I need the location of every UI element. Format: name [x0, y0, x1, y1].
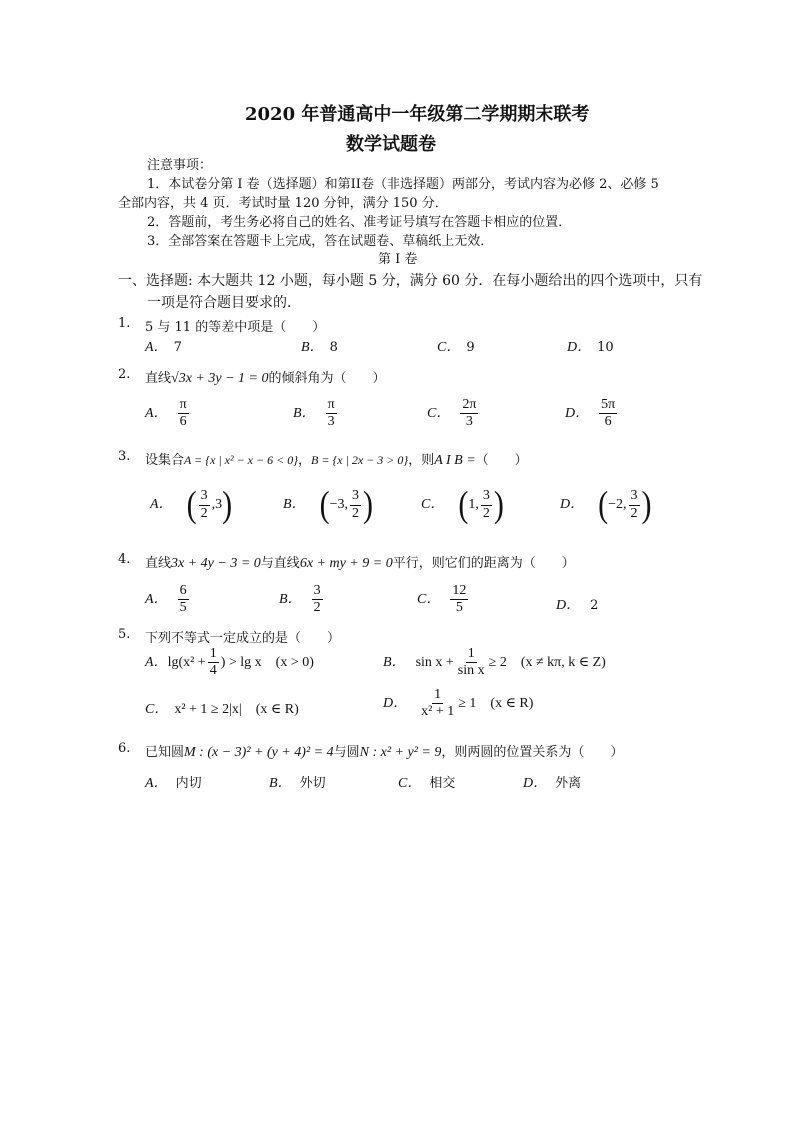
option-label: D． — [556, 598, 581, 613]
line-equation-1: 3x + 4y − 3 = 0 — [171, 556, 261, 571]
circle-m-equation: M : (x − 3)² + (y + 4)² = 4 — [184, 745, 334, 760]
circle-n-equation: N : x² + y² = 9 — [359, 745, 442, 760]
denominator: 2 — [200, 505, 208, 521]
option-d — [567, 336, 614, 356]
option-d — [383, 687, 533, 720]
question-stem: 下列不等式一定成立的是（ ） — [145, 631, 341, 646]
question-stem — [145, 741, 623, 761]
fraction — [419, 687, 456, 720]
fraction — [481, 488, 492, 521]
option-a — [145, 583, 191, 616]
option-b — [293, 397, 339, 430]
set-b: B = {x | 2x − 3 > 0} — [311, 453, 409, 467]
option-label: D． — [383, 695, 408, 711]
option-b — [269, 772, 326, 792]
fraction — [199, 488, 210, 521]
expression-part: lg(x² + — [167, 654, 206, 670]
option-value: 内切 — [175, 776, 202, 791]
option-label: C． — [417, 592, 441, 608]
option-a — [145, 336, 182, 356]
denominator: 6 — [604, 414, 612, 430]
expression-part: ≥ 1 (x ∈ R) — [458, 695, 534, 711]
option-d: D． (−2, $\frac{3}{2}$ ) — [560, 483, 652, 525]
stem-text: 直线 — [145, 371, 172, 386]
fraction — [350, 488, 361, 521]
denominator: 3 — [327, 414, 335, 430]
numerator: π — [178, 397, 189, 414]
question-number: 5. — [118, 627, 131, 642]
option-c — [398, 772, 455, 792]
expression-part: sin x + — [415, 654, 454, 670]
expression-part: ) > lg x (x > 0) — [220, 654, 314, 670]
interval-start: −3, — [329, 497, 348, 513]
denominator: 2 — [351, 505, 359, 521]
option-value: 9 — [466, 340, 475, 355]
fraction — [178, 397, 189, 430]
expression-part: ≥ 2 (x ≠ kπ, k ∈ Z) — [488, 654, 606, 670]
option-value: 外切 — [299, 776, 326, 791]
option-value: 8 — [329, 340, 338, 355]
stem-text: 设集合 — [145, 453, 185, 468]
option-label: D． — [567, 340, 592, 355]
line-equation: √3x + 3y − 1 = 0 — [171, 371, 269, 386]
stem-text: ，则 — [408, 453, 435, 468]
numerator: 5π — [599, 397, 617, 414]
option-c — [427, 397, 480, 430]
option-d — [523, 772, 581, 792]
question-stem: 5 与 11 的等差中项是（ ） — [145, 320, 326, 335]
denominator: sin x — [457, 663, 485, 679]
option-label: D． — [560, 497, 585, 513]
interval-start: 1, — [468, 497, 479, 513]
denominator: 4 — [209, 663, 217, 679]
denominator: 5 — [179, 600, 187, 616]
stem-text: 的倾斜角为（ ） — [268, 371, 386, 386]
numerator: 1 — [432, 687, 443, 704]
notice-item-1-line-2: 全部内容，共 4 页．考试时量 120 分钟，满分 150 分． — [118, 196, 448, 211]
option-label: A． — [145, 406, 168, 422]
exam-subtitle: 数学试题卷 — [346, 134, 436, 155]
option-c — [437, 336, 475, 356]
denominator: 2 — [630, 505, 638, 521]
option-label: D． — [565, 406, 590, 422]
option-label: C． — [421, 497, 445, 513]
section-instructions-line-1: 一、选择题: 本大题共 12 小题，每小题 5 分，满分 60 分．在每小题给出的四个选项中，只有 — [118, 273, 703, 289]
fraction — [326, 397, 337, 430]
option-d — [556, 594, 598, 614]
question-number: 2. — [118, 367, 131, 382]
notice-heading: 注意事项： — [147, 158, 213, 173]
fraction — [599, 397, 617, 430]
option-value: 外离 — [555, 776, 582, 791]
fraction — [456, 646, 487, 679]
option-value: x² + 1 ≥ 2|x| (x ∈ R) — [174, 702, 299, 717]
option-value: 2 — [590, 598, 599, 613]
stem-text: 已知圆 — [145, 745, 185, 760]
option-label: A． — [145, 776, 168, 791]
option-b — [383, 646, 606, 679]
question-number: 1. — [118, 316, 131, 331]
question-stem — [145, 552, 575, 572]
option-label: C． — [437, 340, 461, 355]
option-label: C． — [427, 406, 451, 422]
option-c — [145, 698, 299, 718]
option-label: B． — [383, 654, 406, 670]
set-expression: A I B = — [434, 453, 476, 468]
option-value: 10 — [597, 340, 614, 355]
section-instructions-line-2: 一项是符合题目要求的． — [147, 295, 301, 311]
option-label: A． — [150, 497, 173, 513]
fraction — [460, 397, 478, 430]
denominator: 2 — [313, 600, 321, 616]
stem-text: 平行，则它们的距离为（ ） — [392, 556, 575, 571]
option-label: B． — [283, 497, 306, 513]
option-c — [417, 583, 470, 616]
option-value: 相交 — [429, 776, 456, 791]
interval-start: −2, — [608, 497, 627, 513]
set-a: A = {x | x² − x − 6 < 0} — [184, 453, 298, 467]
stem-text: ， — [298, 453, 312, 468]
volume-label: 第 I 卷 — [378, 252, 418, 267]
numerator: 3 — [312, 583, 323, 600]
denominator: x² + 1 — [421, 704, 455, 720]
denominator: 6 — [179, 414, 187, 430]
numerator: 1 — [208, 646, 219, 663]
stem-text: 与圆 — [333, 745, 360, 760]
option-label: B． — [269, 776, 292, 791]
option-label: B． — [301, 340, 324, 355]
interval-end: ,3 — [211, 497, 223, 513]
denominator: 3 — [465, 414, 473, 430]
option-b — [301, 336, 338, 356]
numerator: 6 — [178, 583, 189, 600]
stem-text: 直线 — [145, 556, 172, 571]
notice-item-3: 3．全部答案在答题卡上完成，答在试题卷、草稿纸上无效． — [147, 234, 494, 249]
option-d — [565, 397, 619, 430]
denominator: 2 — [482, 505, 490, 521]
fraction — [312, 583, 323, 616]
numerator: 3 — [350, 488, 361, 505]
question-stem — [145, 367, 385, 387]
exam-title: 2020 年普通高中一年级第二学期期末联考 — [245, 104, 590, 125]
numerator: π — [326, 397, 337, 414]
option-a — [145, 772, 202, 792]
option-b: B． (−3, $\frac{3}{2}$ ) — [283, 483, 373, 525]
option-label: A． — [145, 654, 168, 670]
numerator: 2π — [460, 397, 478, 414]
numerator: 3 — [629, 488, 640, 505]
option-a: A． ( $\frac{3}{2}$ ,3) — [150, 483, 233, 525]
option-c: C． (1, $\frac{3}{2}$ ) — [421, 483, 504, 525]
option-label: A． — [145, 592, 168, 608]
fraction — [450, 583, 468, 616]
option-label: D． — [523, 776, 548, 791]
option-label: B． — [293, 406, 316, 422]
option-b — [279, 583, 325, 616]
numerator: 1 — [466, 646, 477, 663]
question-number: 6. — [118, 741, 131, 756]
numerator: 3 — [481, 488, 492, 505]
option-label: A． — [145, 340, 168, 355]
fraction — [208, 646, 219, 679]
option-value: 7 — [173, 340, 182, 355]
fraction — [629, 488, 640, 521]
question-stem — [145, 449, 528, 469]
numerator: 3 — [199, 488, 210, 505]
fraction — [178, 583, 189, 616]
option-label: C． — [398, 776, 422, 791]
option-label: C． — [145, 702, 169, 717]
notice-item-1-line-1: 1．本试卷分第 I 卷（选择题）和第II卷（非选择题）两部分，考试内容为必修 2、必修 5 — [147, 177, 659, 192]
option-label: B． — [279, 592, 302, 608]
question-number: 3. — [118, 449, 131, 464]
question-number: 4. — [118, 552, 131, 567]
line-equation-2: 6x + my + 9 = 0 — [299, 556, 393, 571]
stem-text: ，则两圆的位置关系为（ ） — [441, 745, 624, 760]
numerator: 12 — [450, 583, 468, 600]
option-a — [145, 646, 314, 679]
option-a — [145, 397, 191, 430]
stem-text: （ ） — [475, 453, 528, 468]
stem-text: 与直线 — [260, 556, 300, 571]
notice-item-2: 2．答题前，考生务必将自己的姓名、准考证号填写在答题卡相应的位置． — [147, 215, 572, 230]
denominator: 5 — [455, 600, 463, 616]
